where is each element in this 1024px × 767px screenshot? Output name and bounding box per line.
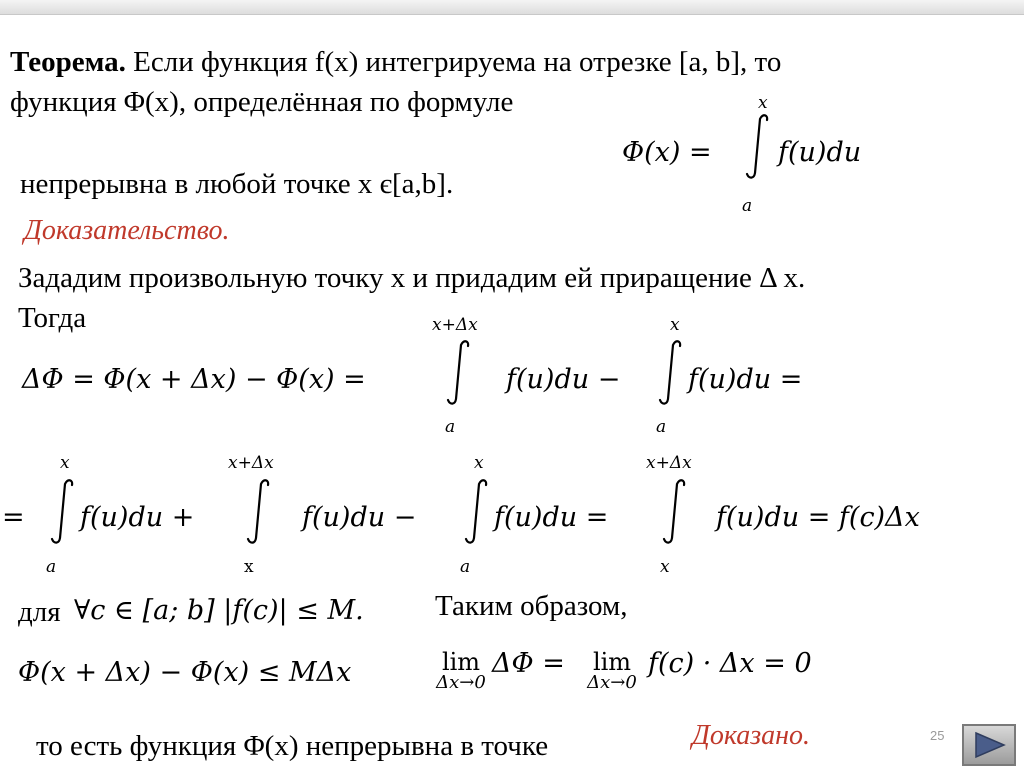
lower-limit: a: [742, 196, 753, 216]
inequality-formula: Φ(x + Δx) − Φ(x) ≤ MΔx: [18, 657, 352, 688]
lower-limit: a: [46, 557, 57, 577]
then-word: Тогда: [18, 302, 87, 334]
integral-sign-icon: [466, 480, 486, 542]
theorem-line-2: функция Φ(x), определённая по формуле: [10, 86, 514, 118]
conclusion-statement: то есть функция Φ(x) непрерывна в точке: [36, 730, 549, 762]
lower-limit: a: [656, 417, 667, 437]
upper-limit: x+Δx: [432, 315, 478, 335]
for-word: для: [18, 596, 61, 628]
lower-limit: a: [460, 557, 471, 577]
integrand: f(u)du −: [506, 364, 621, 395]
limit-2-word: lim: [592, 648, 632, 676]
upper-limit: x: [474, 453, 484, 473]
page-number: 25: [930, 728, 945, 743]
integrand: f(u)du =: [494, 502, 609, 533]
integrand: f(u)du: [778, 137, 862, 168]
upper-limit: x: [60, 453, 70, 473]
equals-sign: =: [2, 502, 25, 533]
upper-limit: x+Δx: [228, 453, 274, 473]
limit-1-expression: ΔΦ =: [492, 648, 565, 679]
integral-result: f(u)du = f(c)Δx: [716, 502, 920, 533]
integrand: f(u)du −: [302, 502, 417, 533]
integral-sign-icon: [52, 480, 72, 542]
upper-limit: x+Δx: [646, 453, 692, 473]
proved-label: Доказано.: [692, 720, 811, 751]
integral-sign-icon: [660, 341, 680, 403]
for-all-condition: ∀c ∈ [a; b] |f(c)| ≤ M.: [74, 595, 364, 626]
integrand: f(u)du =: [688, 364, 803, 395]
theorem-line-1-text: Если функция f(x) интегрируема на отрезке [a, b], то: [125, 46, 782, 78]
lower-limit: a: [445, 417, 456, 437]
thus-phrase: Таким образом,: [435, 590, 628, 622]
increment-statement: Зададим произвольную точку x и придадим ей приращение Δ x.: [18, 262, 806, 294]
continuity-statement: непрерывна в любой точке x є[a,b].: [20, 168, 454, 200]
next-slide-button[interactable]: [962, 724, 1016, 766]
upper-limit: x: [758, 93, 768, 113]
proof-label: Доказательство.: [24, 215, 230, 246]
limit-1-word: lim: [441, 648, 481, 676]
phi-definition-lhs: Φ(x) =: [622, 137, 712, 168]
upper-limit: x: [670, 315, 680, 335]
next-slide-arrow-icon: [974, 731, 1006, 759]
delta-phi-lhs: ΔΦ = Φ(x + Δx) − Φ(x) =: [22, 364, 366, 395]
lower-limit: x: [244, 557, 254, 577]
limit-2-sub: Δx→0: [587, 672, 637, 693]
integral-sign-icon: [664, 480, 684, 542]
limit-1-sub: Δx→0: [436, 672, 486, 693]
lower-limit: x: [660, 557, 670, 577]
limit-2-expression: f(c) · Δx = 0: [648, 648, 812, 679]
integral-sign-icon: [448, 341, 468, 403]
theorem-bold-label: Теорема.: [10, 46, 126, 78]
integral-sign-icon: [747, 115, 767, 177]
integrand: f(u)du +: [80, 502, 195, 533]
integral-sign-icon: [248, 480, 268, 542]
